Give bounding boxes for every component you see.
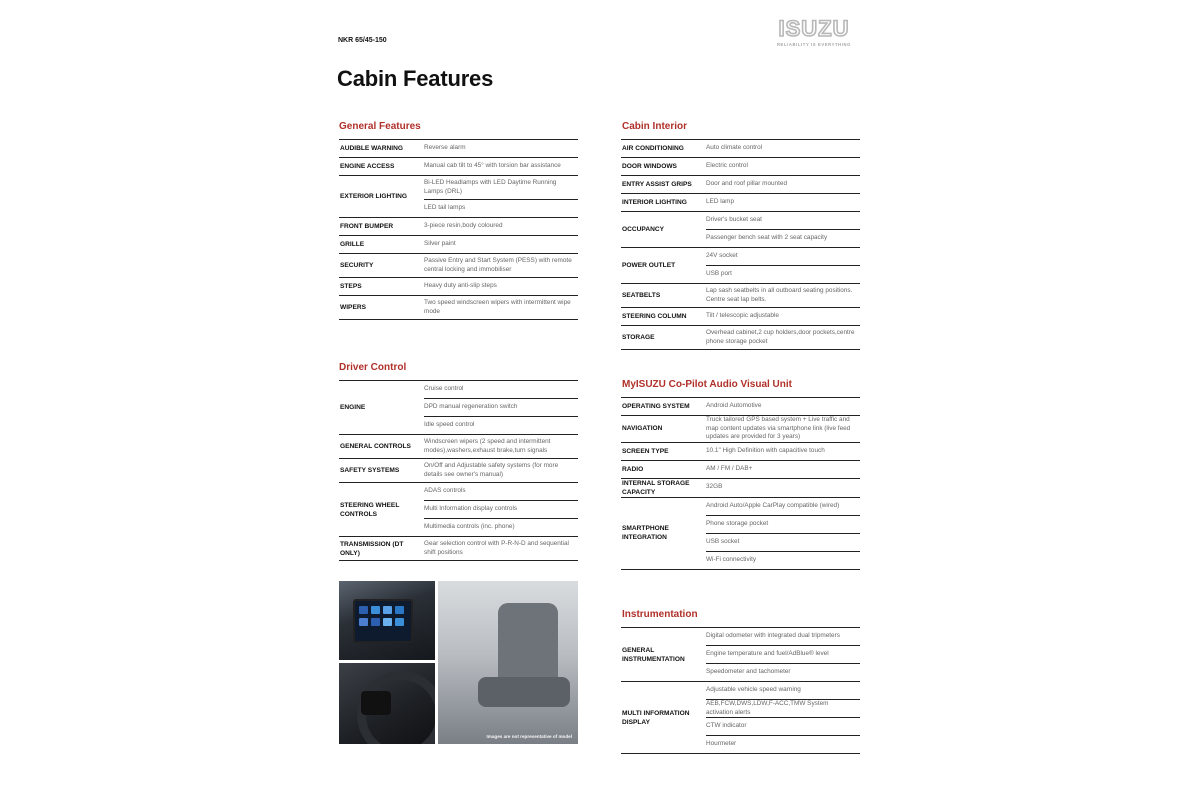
table-row bbox=[339, 218, 578, 236]
row-value: Multimedia controls (inc. phone) bbox=[424, 518, 578, 536]
row-value: Passenger bench seat with 2 seat capacity bbox=[706, 229, 860, 247]
row-label: ENTRY ASSIST GRIPS bbox=[622, 181, 692, 188]
table-row bbox=[621, 176, 860, 194]
logo-tagline: RELIABILITY IS EVERYTHING bbox=[776, 42, 852, 47]
row-label: GENERAL INSTRUMENTATION bbox=[622, 646, 685, 663]
row-label: OCCUPANCY bbox=[622, 226, 665, 233]
steering-wheel-controls-photo bbox=[339, 663, 435, 744]
table-row bbox=[339, 176, 578, 218]
row-value: Two speed windscreen wipers with intermittent wipe mode bbox=[424, 299, 571, 315]
row-value: Engine temperature and fuel/AdBlue® level bbox=[706, 645, 860, 663]
table-row bbox=[621, 140, 860, 158]
table-row bbox=[621, 308, 860, 326]
row-label: GENERAL CONTROLS bbox=[340, 443, 411, 450]
table-row bbox=[621, 398, 860, 416]
page-title: Cabin Features bbox=[337, 66, 494, 91]
section-title-audio-visual: MyISUZU Co-Pilot Audio Visual Unit bbox=[622, 379, 792, 390]
row-label: EXTERIOR LIGHTING bbox=[340, 193, 408, 200]
cabin-photo-collage bbox=[339, 581, 578, 744]
table-row bbox=[339, 236, 578, 254]
row-label: NAVIGATION bbox=[622, 425, 663, 433]
row-label: ENGINE ACCESS bbox=[340, 163, 395, 170]
instrumentation-table bbox=[621, 627, 860, 754]
row-value: Windscreen wipers (2 speed and intermittent modes),washers,exhaust brake,turn signals bbox=[424, 438, 551, 454]
row-label: POWER OUTLET bbox=[622, 262, 676, 269]
table-row bbox=[621, 498, 860, 570]
row-value: On/Off and Adjustable safety systems (for more details see owner's manual) bbox=[424, 462, 559, 478]
row-value: DPD manual regeneration switch bbox=[424, 398, 578, 416]
row-label: FRONT BUMPER bbox=[340, 223, 394, 230]
row-value: LED tail lamps bbox=[424, 199, 578, 217]
row-value: Digital odometer with integrated dual tripmeters bbox=[706, 632, 840, 640]
row-value: Bi-LED Headlamps with LED Daytime Running Lamps (DRL) bbox=[424, 179, 557, 195]
row-value: 24V socket bbox=[706, 252, 738, 260]
row-value: Gear selection control with P-R-N-D and sequential shift positions bbox=[424, 540, 569, 556]
table-row bbox=[621, 461, 860, 479]
table-row bbox=[339, 278, 578, 296]
row-value: Manual cab tilt to 45° with torsion bar assistance bbox=[424, 162, 561, 170]
row-label: STEPS bbox=[340, 283, 362, 290]
table-row bbox=[621, 212, 860, 248]
row-value: Overhead cabinet,2 cup holders,door pockets,centre phone storage pocket bbox=[706, 329, 855, 345]
table-row bbox=[339, 537, 578, 561]
row-value: 10.1" High Definition with capacitive touch bbox=[706, 446, 825, 454]
table-row bbox=[621, 284, 860, 308]
row-label: SEATBELTS bbox=[622, 292, 661, 299]
section-title-cabin-interior: Cabin Interior bbox=[622, 121, 688, 132]
photo-disclaimer: Images are not representative of model bbox=[486, 734, 572, 739]
row-label: SCREEN TYPE bbox=[622, 447, 669, 455]
section-title-instrumentation: Instrumentation bbox=[622, 609, 698, 620]
row-label: INTERIOR LIGHTING bbox=[622, 199, 687, 206]
table-row bbox=[621, 682, 860, 754]
row-value: Android Auto/Apple CarPlay compatible (wired) bbox=[706, 501, 840, 509]
infotainment-screen-photo bbox=[339, 581, 435, 660]
table-row bbox=[621, 194, 860, 212]
row-label: AIR CONDITIONING bbox=[622, 145, 684, 152]
row-value: Android Automotive bbox=[706, 402, 762, 410]
row-value: Heavy duty anti-slip steps bbox=[424, 282, 497, 290]
section-title-general-features: General Features bbox=[339, 121, 421, 132]
row-label: TRANSMISSION (DT ONLY) bbox=[340, 540, 404, 557]
row-label: DOOR WINDOWS bbox=[622, 163, 677, 170]
row-value: AM / FM / DAB+ bbox=[706, 464, 753, 472]
row-label: ENGINE bbox=[340, 404, 366, 411]
row-value: 3-piece resin,body coloured bbox=[424, 222, 503, 230]
row-value: 32GB bbox=[706, 482, 723, 490]
row-value: Lap sash seatbelts in all outboard seating positions. Centre seat lap belts. bbox=[706, 287, 853, 303]
table-row bbox=[621, 326, 860, 350]
table-row bbox=[621, 479, 860, 498]
row-value: Silver paint bbox=[424, 240, 456, 248]
logo-wordmark: ISUZU bbox=[778, 16, 850, 41]
table-row bbox=[621, 248, 860, 284]
row-value: Electric control bbox=[706, 162, 748, 170]
row-value: Wi-Fi connectivity bbox=[706, 551, 860, 569]
cabin-interior-table bbox=[621, 139, 860, 350]
row-label: GRILLE bbox=[340, 241, 365, 248]
table-row bbox=[621, 628, 860, 682]
table-row bbox=[621, 416, 860, 443]
row-label: SMARTPHONE INTEGRATION bbox=[622, 525, 669, 541]
seat-base-icon bbox=[478, 677, 570, 707]
row-value: AEB,FCW,DWS,LDW,F-ACC,TMW System activation alerts bbox=[706, 699, 860, 717]
table-row bbox=[621, 443, 860, 461]
row-value: Idle speed control bbox=[424, 416, 578, 434]
row-value: Reverse alarm bbox=[424, 144, 466, 152]
row-label: OPERATING SYSTEM bbox=[622, 403, 690, 410]
row-label: SAFETY SYSTEMS bbox=[340, 467, 400, 474]
row-label: STEERING COLUMN bbox=[622, 313, 687, 320]
seat-icon bbox=[498, 603, 558, 681]
cabin-seats-photo bbox=[438, 581, 578, 744]
row-label: MULTI INFORMATION DISPLAY bbox=[622, 709, 690, 726]
row-value: USB port bbox=[706, 265, 860, 283]
audio-visual-table bbox=[621, 397, 860, 570]
row-label: SECURITY bbox=[340, 262, 374, 269]
table-row bbox=[621, 158, 860, 176]
table-row bbox=[339, 459, 578, 483]
driver-control-table bbox=[339, 380, 578, 561]
table-row bbox=[339, 254, 578, 278]
table-row bbox=[339, 296, 578, 320]
row-value: Driver's bucket seat bbox=[706, 216, 762, 224]
row-label: STEERING WHEEL CONTROLS bbox=[340, 501, 400, 518]
row-value: USB socket bbox=[706, 533, 860, 551]
row-value: LED lamp bbox=[706, 198, 735, 206]
section-title-driver-control: Driver Control bbox=[339, 362, 407, 373]
isuzu-logo bbox=[768, 18, 860, 47]
row-value: Cruise control bbox=[424, 385, 464, 393]
row-value: Phone storage pocket bbox=[706, 515, 860, 533]
row-value: CTW indicator bbox=[706, 717, 860, 735]
table-row bbox=[339, 381, 578, 435]
row-value: Adjustable vehicle speed warning bbox=[706, 686, 801, 694]
row-label: INTERNAL STORAGE CAPACITY bbox=[622, 479, 690, 496]
row-label: WIPERS bbox=[340, 304, 367, 311]
general-features-table bbox=[339, 139, 578, 320]
row-label: RADIO bbox=[622, 465, 644, 473]
row-value: Truck tailored GPS based system + Live traffic and map content updates via smartphone link (live feed updates are provided for 3 years) bbox=[706, 416, 851, 440]
table-row bbox=[339, 158, 578, 176]
button-cluster-icon bbox=[361, 691, 391, 715]
row-label: AUDIBLE WARNING bbox=[340, 145, 404, 152]
row-label: STORAGE bbox=[622, 334, 655, 341]
table-row bbox=[339, 483, 578, 537]
model-code: NKR 65/45-150 bbox=[338, 37, 387, 44]
row-value: ADAS controls bbox=[424, 487, 466, 495]
row-value: Door and roof pillar mounted bbox=[706, 180, 787, 188]
row-value: Auto climate control bbox=[706, 144, 763, 152]
table-row bbox=[339, 435, 578, 459]
row-value: Hourmeter bbox=[706, 735, 860, 753]
row-value: Multi Information display controls bbox=[424, 500, 578, 518]
row-value: Speedometer and tachometer bbox=[706, 663, 860, 681]
row-value: Passive Entry and Start System (PESS) with remote central locking and immobiliser bbox=[424, 257, 572, 273]
screen-icon bbox=[353, 599, 413, 643]
table-row bbox=[339, 140, 578, 158]
row-value: Tilt / telescopic adjustable bbox=[706, 312, 779, 320]
